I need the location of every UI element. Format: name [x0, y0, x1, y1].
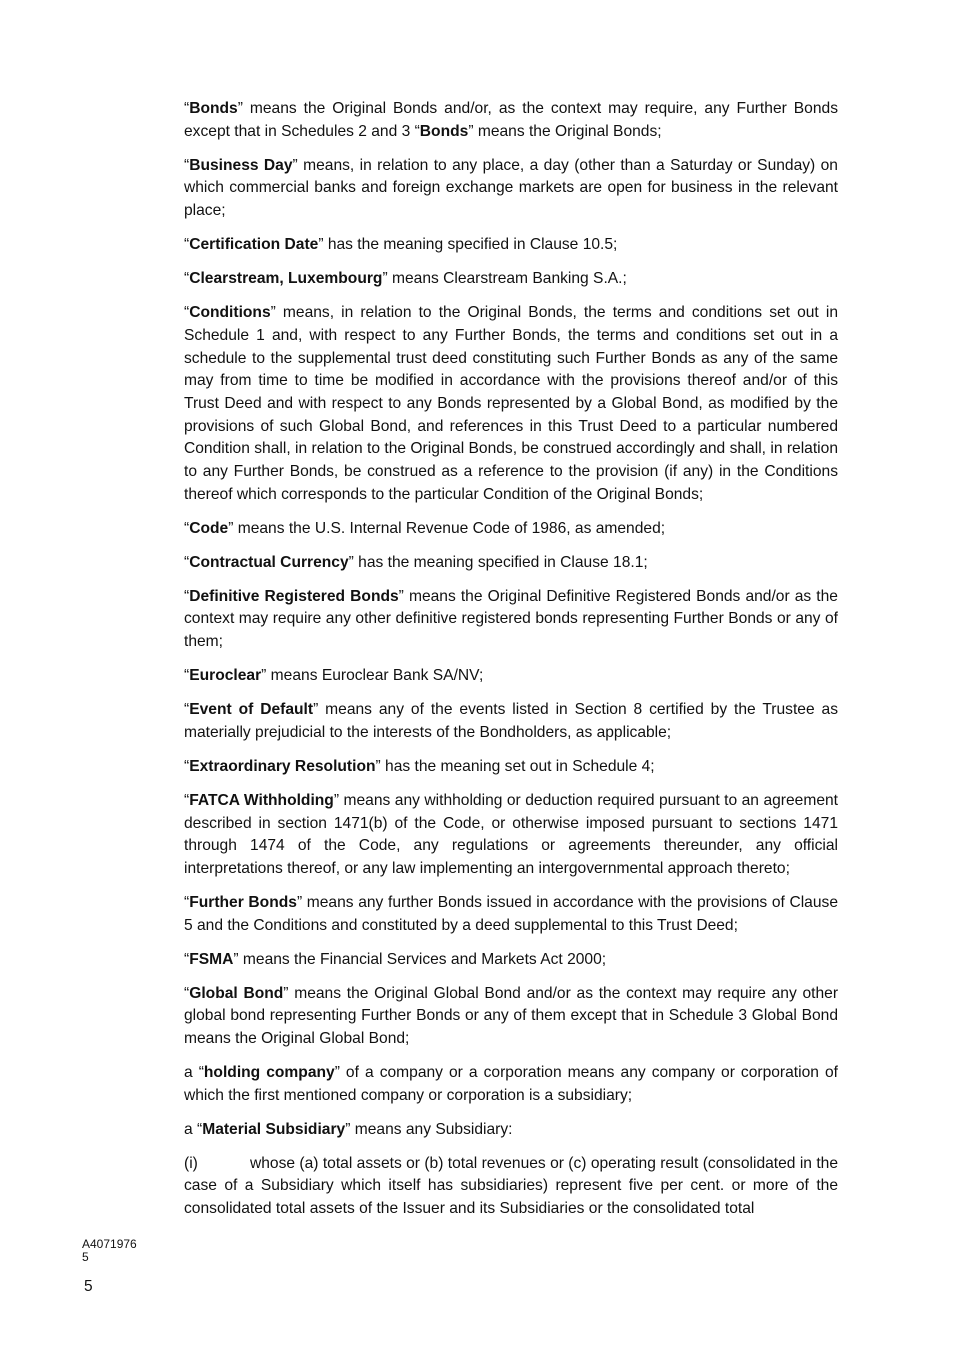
defined-term: FATCA Withholding — [189, 791, 334, 809]
list-item-number: (i) — [184, 1154, 198, 1172]
defined-term: Code — [189, 519, 229, 537]
definition-conditions: “Conditions” means, in relation to the Original Bonds, the terms and conditions set out in Schedule 1 and, with respect to any Further Bonds, the terms and conditions set out in a schedule to the supplemental trust deed constituting such Further Bonds as any of the same may from time to time be modified in accordance with the provisions thereof and/or of this Trust Deed and with respect to any Bonds represented by a Global Bond, as modified by the provisions of such Global Bond, and references in this Trust Deed to a particular numbered Condition shall, in relation to the Original Bonds, be construed accordingly and shall, in relation to any Further Bonds, be construed as a reference to the provision (if any) in the Conditions thereof which corresponds to the particular Condition of the Original Bonds; — [184, 304, 838, 503]
defined-term: holding company — [203, 1064, 335, 1082]
list-item-i — [184, 1153, 838, 1221]
definitions-section — [184, 98, 838, 1232]
defined-term: Clearstream, Luxembourg — [189, 270, 383, 288]
definition-material-subsidiary: a “Material Subsidiary” means any Subsidiary: — [184, 1120, 513, 1138]
definition-holding-company: a “holding company” of a company or a corporation means any company or corporation of which the first mentioned company or corporation is a subsidiary; — [184, 1064, 838, 1104]
defined-term: Event of Default — [189, 701, 314, 719]
definition-business-day: “Business Day” means, in relation to any place, a day (other than a Saturday or Sunday) on which commercial banks and foreign exchange markets are open for business in the relevant place; — [184, 156, 838, 220]
definition-contractual-currency: “Contractual Currency” has the meaning specified in Clause 18.1; — [184, 553, 648, 571]
definition-code: “Code” means the U.S. Internal Revenue Code of 1986, as amended; — [184, 519, 666, 537]
defined-term: Bonds — [419, 122, 469, 140]
defined-term: Further Bonds — [189, 893, 297, 911]
definition-bonds: “Bonds” means the Original Bonds and/or, as the context may require, any Further Bonds except that in Schedules 2 and 3 “Bonds” means the Original Bonds; — [184, 100, 838, 140]
defined-term: Bonds — [189, 100, 238, 117]
defined-term: Material Subsidiary — [202, 1120, 346, 1138]
page-number: 5 — [84, 1278, 93, 1295]
definition-definitive-registered-bonds: “Definitive Registered Bonds” means the Original Definitive Registered Bonds and/or as the context may require any other definitive registered bonds representing Further Bonds or any of them; — [184, 587, 838, 651]
definition-event-of-default: “Event of Default” means any of the events listed in Section 8 certified by the Trustee as materially prejudicial to the interests of the Bondholders, as applicable; — [184, 701, 838, 741]
definition-clearstream: “Clearstream, Luxembourg” means Clearstream Banking S.A.; — [184, 270, 627, 288]
definition-further-bonds: “Further Bonds” means any further Bonds issued in accordance with the provisions of Clause 5 and the Conditions and constituted by a deed supplemental to this Trust Deed; — [184, 893, 838, 934]
definition-fsma: “FSMA” means the Financial Services and Markets Act 2000; — [184, 950, 607, 968]
defined-term: Certification Date — [189, 236, 319, 254]
definition-euroclear: “Euroclear” means Euroclear Bank SA/NV; — [184, 667, 484, 685]
definition-extraordinary-resolution: “Extraordinary Resolution” has the meaning set out in Schedule 4; — [184, 757, 655, 775]
defined-term: Contractual Currency — [189, 553, 349, 571]
definition-fatca-withholding: “FATCA Withholding” means any withholding or deduction required pursuant to an agreement described in section 1471(b) of the Code, or otherwise imposed pursuant to sections 1471 through 1474 of the Code, any regulations or agreements thereunder, any official interpretations thereof, or any law implementing an intergovernmental approach thereto; — [184, 791, 838, 877]
defined-term: Conditions — [189, 304, 271, 322]
defined-term: Business Day — [189, 156, 293, 174]
defined-term: Euroclear — [189, 667, 262, 685]
defined-term: FSMA — [189, 950, 234, 968]
list-item-text: whose (a) total assets or (b) total revenues or (c) operating result (consolidated in the case of a Subsidiary which itself has subsidiaries) represent five per cent. or more of the consolidated total assets of the Issuer and its Subsidiaries or the consolidated total — [184, 1154, 838, 1218]
defined-term: Definitive Registered Bonds — [189, 587, 399, 605]
definition-certification-date: “Certification Date” has the meaning specified in Clause 10.5; — [184, 236, 618, 254]
defined-term: Extraordinary Resolution — [189, 757, 376, 775]
definition-global-bond: “Global Bond” means the Original Global Bond and/or as the context may require any other global bond representing Further Bonds or any of them except that in Schedule 3 Global Bond means the Original Global Bond; — [184, 984, 839, 1048]
document-reference: A4071976 5 — [82, 1237, 137, 1264]
defined-term: Global Bond — [189, 984, 284, 1002]
